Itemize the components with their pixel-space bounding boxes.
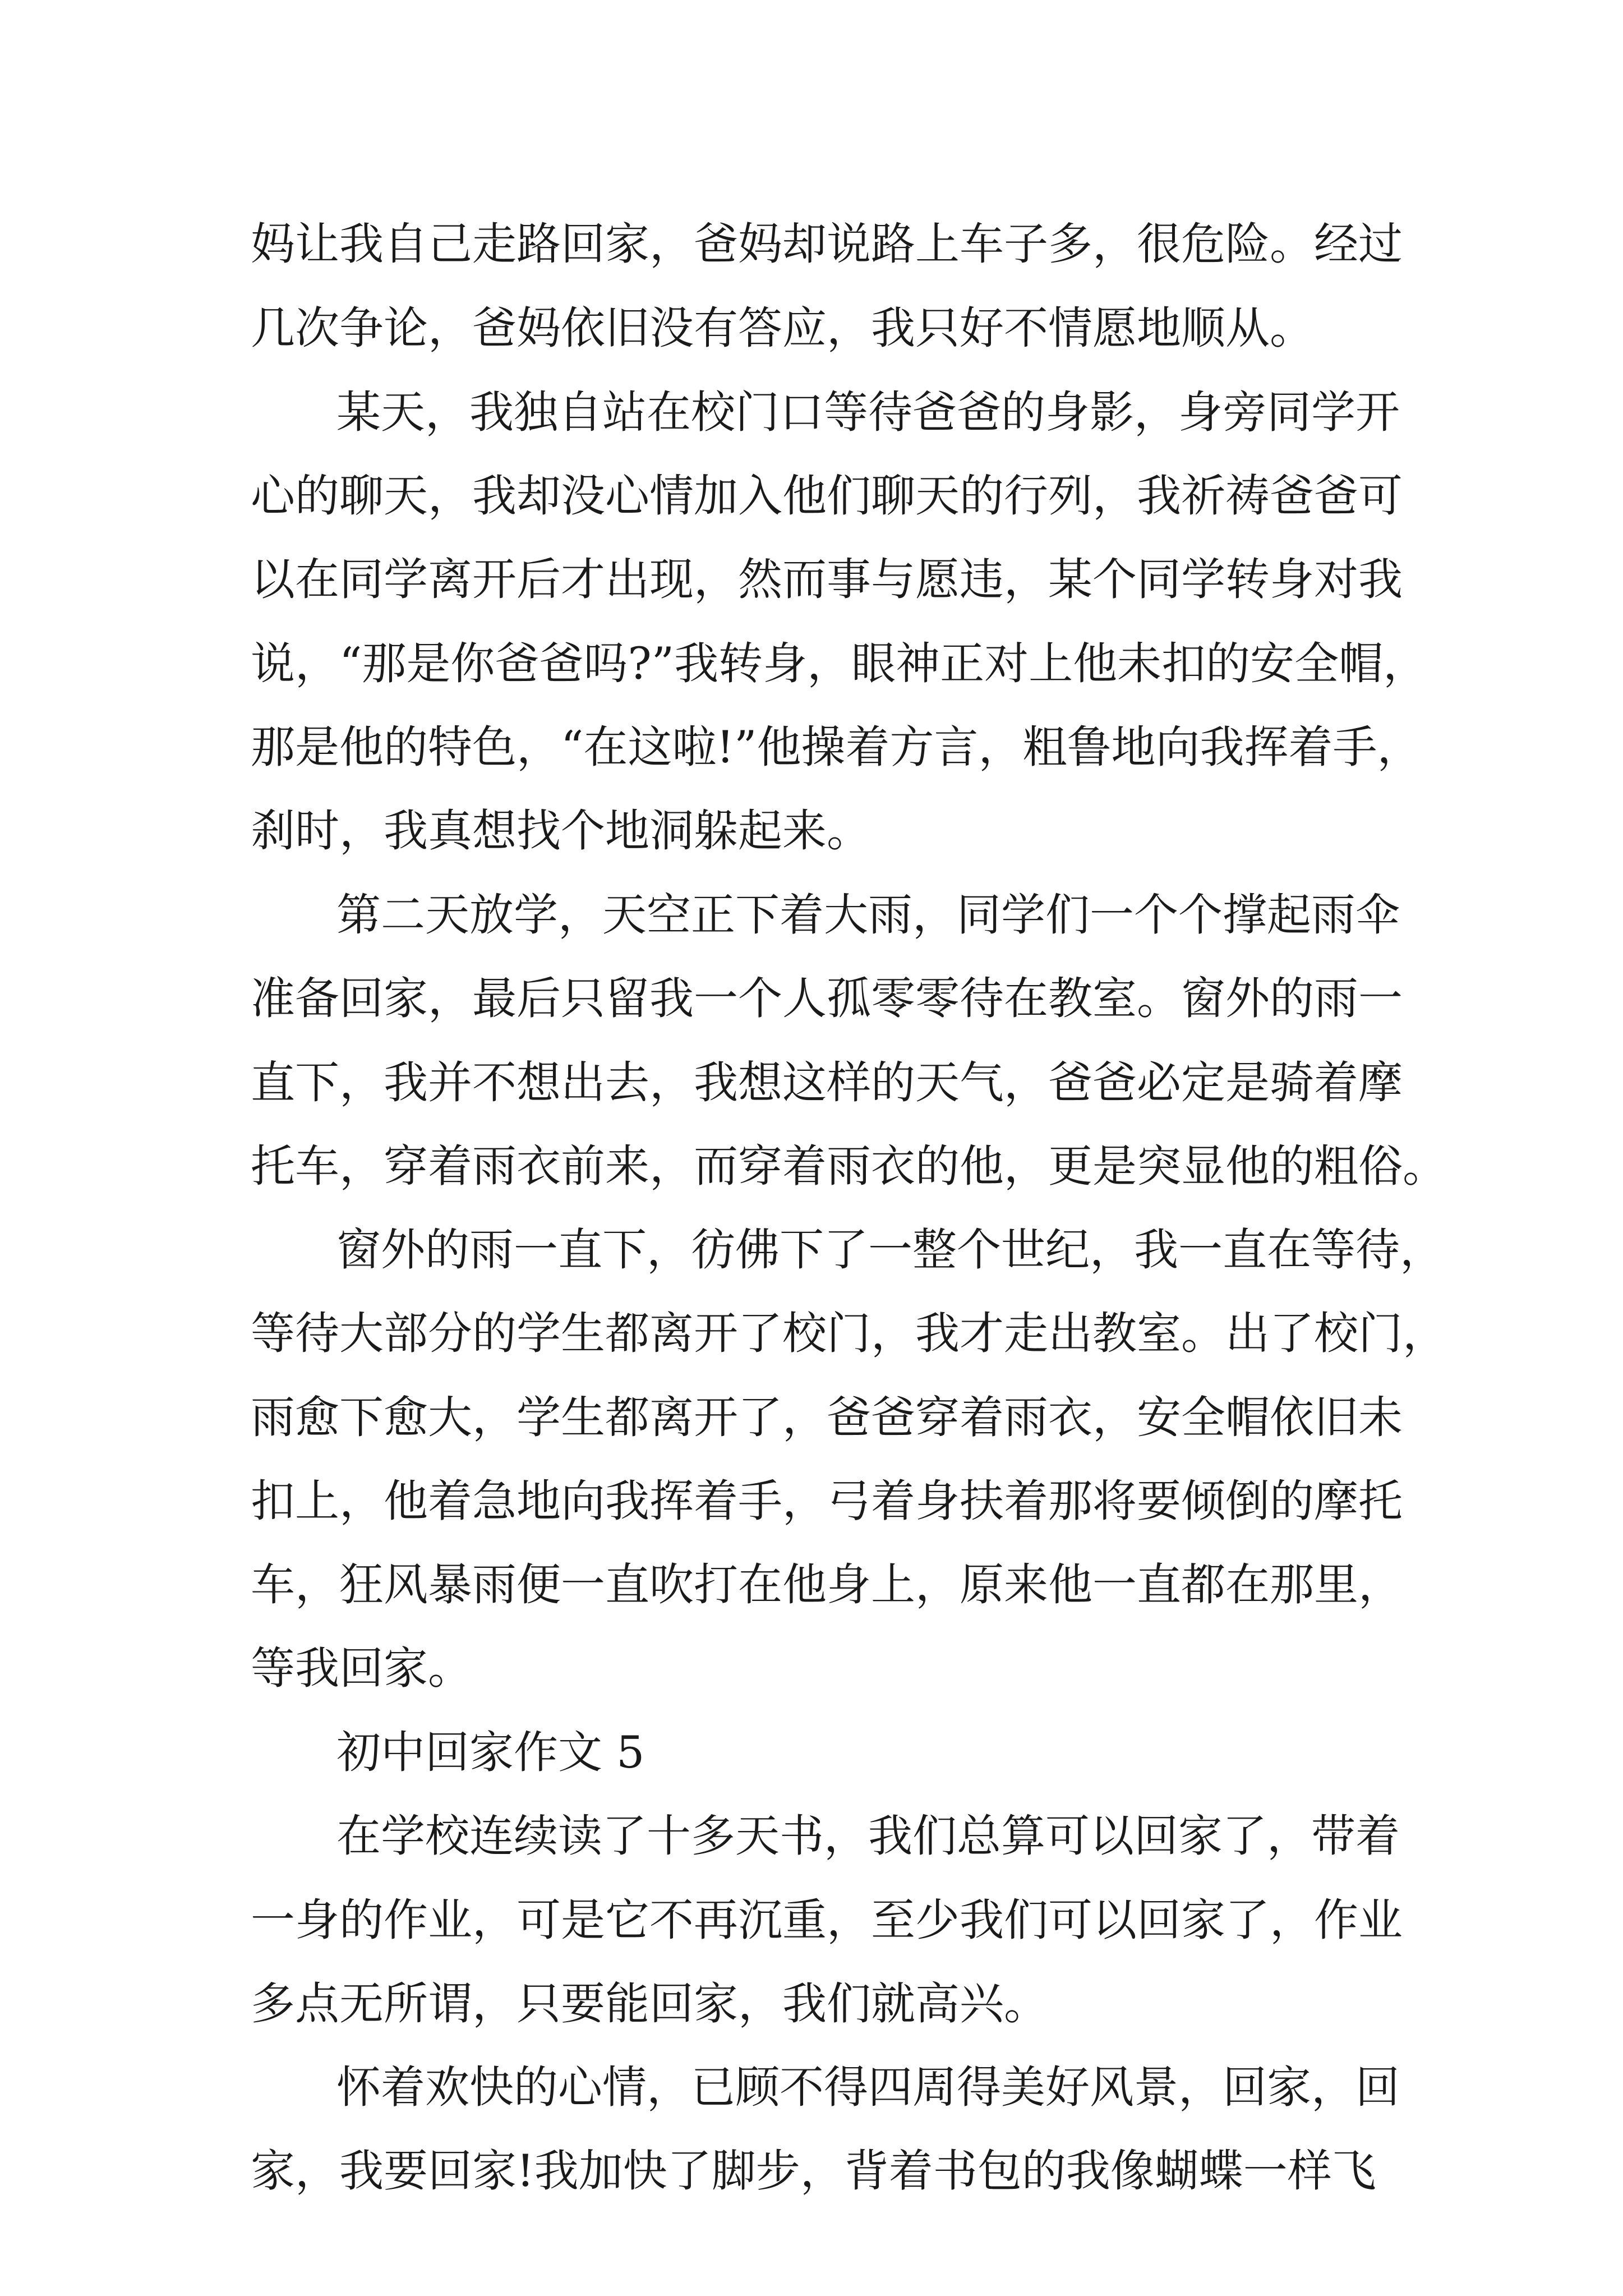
text-line: 直下，我并不想出去，我想这样的天气，爸爸必定是骑着摩 — [251, 1057, 1403, 1108]
text-line: 以在同学离开后才出现，然而事与愿违，某个同学转身对我 — [251, 554, 1403, 605]
text-line: 准备回家，最后只留我一个人孤零零待在教室。窗外的雨一 — [251, 973, 1403, 1024]
text-line: 扣上，他着急地向我挥着手，弓着身扶着那将要倾倒的摩托 — [251, 1475, 1403, 1527]
text-line: 车，狂风暴雨便一直吹打在他身上，原来他一直都在那里， — [251, 1559, 1403, 1611]
text-line: 刹时，我真想找个地洞躲起来。 — [251, 805, 871, 857]
paragraph-start-line: 怀着欢快的心情，已顾不得四周得美好风景，回家，回 — [336, 2062, 1400, 2113]
text-line: 等待大部分的学生都离开了校门，我才走出教室。出了校门， — [251, 1308, 1447, 1359]
text-line: 雨愈下愈大，学生都离开了，爸爸穿着雨衣，安全帽依旧未 — [251, 1392, 1403, 1443]
text-line: 等我回家。 — [251, 1642, 472, 1694]
paragraph-start-line: 第二天放学，天空正下着大雨，同学们一个个撑起雨伞 — [336, 889, 1400, 941]
text-line: 家，我要回家!我加快了脚步，背着书包的我像蝴蝶一样飞 — [251, 2145, 1376, 2197]
paragraph-start-line: 某天，我独自站在校门口等待爸爸的身影，身旁同学开 — [336, 386, 1400, 438]
section-heading: 初中回家作文 5 — [336, 1727, 645, 1778]
text-line: 几次争论，爸妈依旧没有答应，我只好不情愿地顺从。 — [251, 302, 1314, 354]
paragraph-start-line: 在学校连续读了十多天书，我们总算可以回家了，带着 — [336, 1810, 1400, 1862]
paragraph-start-line: 窗外的雨一直下，彷佛下了一整个世纪，我一直在等待， — [336, 1224, 1444, 1276]
text-line: 托车，穿着雨衣前来，而穿着雨衣的他，更是突显他的粗俗。 — [251, 1140, 1447, 1192]
text-line: 一身的作业，可是它不再沉重，至少我们可以回家了，作业 — [251, 1894, 1403, 1946]
text-line: 心的聊天，我却没心情加入他们聊天的行列，我祈祷爸爸可 — [251, 470, 1403, 522]
text-line: 说，“那是你爸爸吗?”我转身，眼神正对上他未扣的安全帽， — [251, 638, 1428, 689]
text-line: 多点无所谓，只要能回家，我们就高兴。 — [251, 1978, 1048, 2030]
text-line: 那是他的特色，“在这啦!”他操着方言，粗鲁地向我挥着手， — [251, 721, 1422, 773]
text-line: 妈让我自己走路回家，爸妈却说路上车子多，很危险。经过 — [251, 218, 1403, 270]
